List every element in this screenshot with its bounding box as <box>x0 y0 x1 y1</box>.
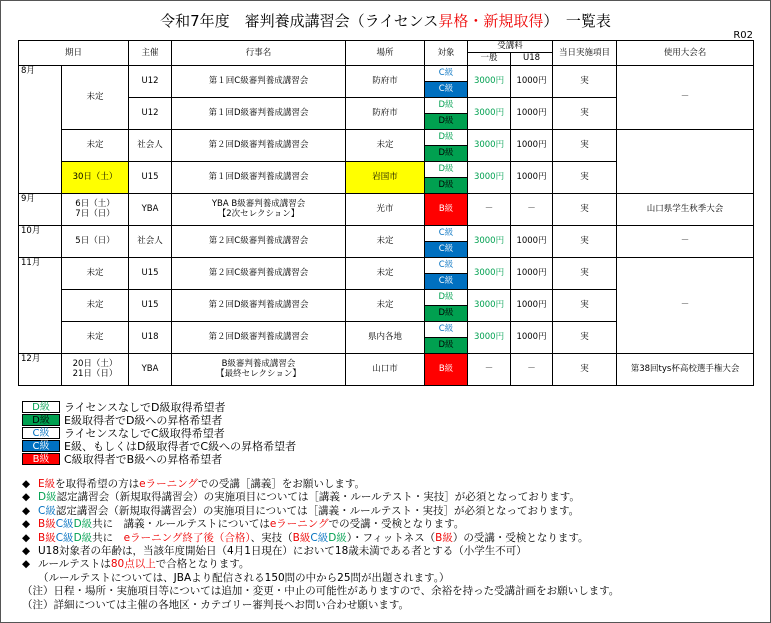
sameday-cell: 実 <box>553 289 617 321</box>
u18-fee-cell: 1000円 <box>511 129 553 161</box>
host-cell: YBA <box>129 353 172 385</box>
header-fee-u18: U18 <box>511 52 553 65</box>
license-badge: D級 <box>425 161 468 177</box>
note-item: ◆ B級C級D級共に eラーニング終了後（合格）、実技（B級C級D級）・フィットネス（B級）の受講・受検となります。 <box>22 531 589 544</box>
header-date: 期日 <box>19 41 129 66</box>
host-cell: U15 <box>129 257 172 289</box>
fee-cell: 3000円 <box>468 289 511 321</box>
date-cell: 未定 <box>62 257 129 289</box>
license-badge: C級 <box>425 241 468 257</box>
date-cell: 20日（土） 21日（日） <box>62 353 129 385</box>
license-badge: B級 <box>425 353 468 385</box>
tournament-cell: 第38回tys杯高校選手権大会 <box>617 353 754 385</box>
place-cell: 岩国市 <box>346 161 425 193</box>
month-nov: 11月 <box>19 257 62 353</box>
legend-label: ライセンスなしでC級取得希望者 <box>64 426 225 440</box>
date-cell: 未定 <box>62 129 129 161</box>
note-item: ◆ B級C級D級共に 講義・ルールテストについてはeラーニングでの受講・受検となります。 <box>22 518 465 531</box>
fee-cell: 3000円 <box>468 321 511 353</box>
tournament-cell: 山口県学生秋季大会 <box>617 193 754 225</box>
legend-label: ライセンスなしでD級取得希望者 <box>64 400 226 414</box>
month-oct: 10月 <box>19 225 62 257</box>
fee-cell: 3000円 <box>468 129 511 161</box>
table-row <box>19 129 754 145</box>
event-cell: 第１回C級審判養成講習会 <box>172 65 346 97</box>
event-cell: 第１回D級審判養成講習会 <box>172 161 346 193</box>
event-cell: 第２回C級審判養成講習会 <box>172 225 346 257</box>
event-cell: 第２回D級審判養成講習会 <box>172 289 346 321</box>
place-cell: 未定 <box>346 225 425 257</box>
header-fee-general: 一般 <box>468 52 511 65</box>
header-tournament: 使用大会名 <box>617 41 754 66</box>
place-cell: 光市 <box>346 193 425 225</box>
place-cell: 山口市 <box>346 353 425 385</box>
license-badge: C級 <box>425 321 468 337</box>
legend-swatch: D級 <box>22 414 60 426</box>
u18-fee-cell: 1000円 <box>511 257 553 289</box>
date-cell: 5日（日） <box>62 225 129 257</box>
host-cell: 社会人 <box>129 129 172 161</box>
u18-fee-cell: 1000円 <box>511 97 553 129</box>
legend-label: C級取得者でB級への昇格希望者 <box>64 452 223 466</box>
table-row <box>19 65 754 81</box>
table-row <box>19 353 754 385</box>
note-item: ◆ ルールテストは80点以上で合格となります。 <box>22 558 250 571</box>
u18-fee-cell: 1000円 <box>511 65 553 97</box>
tournament-cell: － <box>617 257 754 353</box>
event-cell: YBA B級審判養成講習会 【2次セレクション】 <box>172 193 346 225</box>
date-cell: 30日（土） <box>62 161 129 193</box>
header-fee: 受講料 <box>468 41 553 53</box>
host-cell: 社会人 <box>129 225 172 257</box>
date-cell: 6日（土） 7日（日） <box>62 193 129 225</box>
license-badge: D級 <box>425 305 468 321</box>
u18-fee-cell: 1000円 <box>511 161 553 193</box>
u18-fee-cell: 1000円 <box>511 225 553 257</box>
place-cell: 未定 <box>346 289 425 321</box>
date-cell: 未定 <box>62 65 129 129</box>
legend-swatch: B級 <box>22 453 60 465</box>
legend-label: E級、もしくはD級取得者でC級への昇格希望者 <box>64 439 297 453</box>
legend-swatch: D級 <box>22 401 60 413</box>
license-badge: C級 <box>425 225 468 241</box>
fee-cell: 3000円 <box>468 225 511 257</box>
date-cell: 未定 <box>62 289 129 321</box>
u18-fee-cell: － <box>511 353 553 385</box>
place-cell: 未定 <box>346 257 425 289</box>
note-item: ◆ D級認定講習会（新規取得講習会）の実施項目については［講義・ルールテスト・実技］が必須となっております。 <box>22 491 580 504</box>
schedule-table <box>18 40 754 386</box>
legend-label: E級取得者でD級への昇格希望者 <box>64 413 223 427</box>
legend <box>22 400 296 465</box>
host-cell: YBA <box>129 193 172 225</box>
host-cell: U15 <box>129 161 172 193</box>
u18-fee-cell: － <box>511 193 553 225</box>
header-host: 主催 <box>129 41 172 66</box>
note-item: ◆ E級を取得希望の方はeラーニングでの受講［講義］をお願いします。 <box>22 478 366 490</box>
event-cell: 第２回D級審判養成講習会 <box>172 321 346 353</box>
header-place: 場所 <box>346 41 425 66</box>
host-cell: U12 <box>129 65 172 97</box>
fee-cell: 3000円 <box>468 161 511 193</box>
note-item: （注）日程・場所・実施項目等については追加・変更・中止の可能性がありますので、余裕を持った受講計画をお願いします。 <box>22 585 620 598</box>
license-badge: D級 <box>425 337 468 353</box>
host-cell: U12 <box>129 97 172 129</box>
tournament-cell-empty <box>617 129 754 193</box>
license-badge: C級 <box>425 65 468 81</box>
place-cell: 県内各地 <box>346 321 425 353</box>
notes <box>22 478 619 612</box>
host-cell: U18 <box>129 321 172 353</box>
license-badge: C級 <box>425 273 468 289</box>
legend-swatch: C級 <box>22 427 60 439</box>
date-cell: 未定 <box>62 321 129 353</box>
sameday-cell: 実 <box>553 97 617 129</box>
header-row <box>19 41 754 53</box>
place-cell: 防府市 <box>346 97 425 129</box>
month-dec: 12月 <box>19 353 62 385</box>
legend-item <box>22 452 296 465</box>
license-badge: D級 <box>425 177 468 193</box>
sameday-cell: 実 <box>553 65 617 97</box>
license-badge: B級 <box>425 193 468 225</box>
license-badge: D級 <box>425 145 468 161</box>
table-row <box>19 225 754 241</box>
place-cell: 未定 <box>346 129 425 161</box>
sameday-cell: 実 <box>553 353 617 385</box>
license-badge: D級 <box>425 289 468 305</box>
header-target: 対象 <box>425 41 468 66</box>
license-badge: D級 <box>425 113 468 129</box>
month-aug: 8月 <box>19 65 62 193</box>
fee-cell: 3000円 <box>468 65 511 97</box>
month-sep: 9月 <box>19 193 62 225</box>
fee-cell: － <box>468 193 511 225</box>
event-cell: B級審判養成講習会 【最終セレクション】 <box>172 353 346 385</box>
sameday-cell: 実 <box>553 225 617 257</box>
u18-fee-cell: 1000円 <box>511 289 553 321</box>
note-item: （ルールテストについては、JBAより配信される150問の中から25問が出題されます。） <box>38 571 450 584</box>
tournament-cell: － <box>617 225 754 257</box>
event-cell: 第１回D級審判養成講習会 <box>172 97 346 129</box>
note-item: ◆ C級認定講習会（新規取得講習会）の実施項目については［講義・ルールテスト・実技］が必須となっております。 <box>22 504 580 517</box>
sameday-cell: 実 <box>553 161 617 193</box>
legend-swatch: C級 <box>22 440 60 452</box>
sameday-cell: 実 <box>553 129 617 161</box>
table-row <box>19 257 754 273</box>
fee-cell: 3000円 <box>468 97 511 129</box>
header-event: 行事名 <box>172 41 346 66</box>
note-item: ◆ U18対象者の年齢は，当該年度開始日（4月1日現在）において18歳未満である者とする（小学生不可） <box>22 545 527 558</box>
table-row <box>19 193 754 225</box>
tournament-cell: － <box>617 65 754 129</box>
sameday-cell: 実 <box>553 193 617 225</box>
license-badge: D級 <box>425 129 468 145</box>
host-cell: U15 <box>129 289 172 321</box>
note-item: （注）詳細については主催の各地区・カテゴリー審判長へお問い合わせ願います。 <box>22 598 410 611</box>
event-cell: 第２回D級審判養成講習会 <box>172 129 346 161</box>
license-badge: C級 <box>425 81 468 97</box>
license-badge: C級 <box>425 257 468 273</box>
u18-fee-cell: 1000円 <box>511 321 553 353</box>
fee-cell: 3000円 <box>468 257 511 289</box>
header-sameday: 当日実施項目 <box>553 41 617 66</box>
page-title: 令和7年度 審判養成講習会（ライセンス昇格・新規取得） 一覧表 <box>160 12 611 30</box>
document-code: R02 <box>733 30 753 41</box>
place-cell: 防府市 <box>346 65 425 97</box>
event-cell: 第２回C級審判養成講習会 <box>172 257 346 289</box>
sameday-cell: 実 <box>553 257 617 289</box>
fee-cell: － <box>468 353 511 385</box>
license-badge: D級 <box>425 97 468 113</box>
sameday-cell: 実 <box>553 321 617 353</box>
